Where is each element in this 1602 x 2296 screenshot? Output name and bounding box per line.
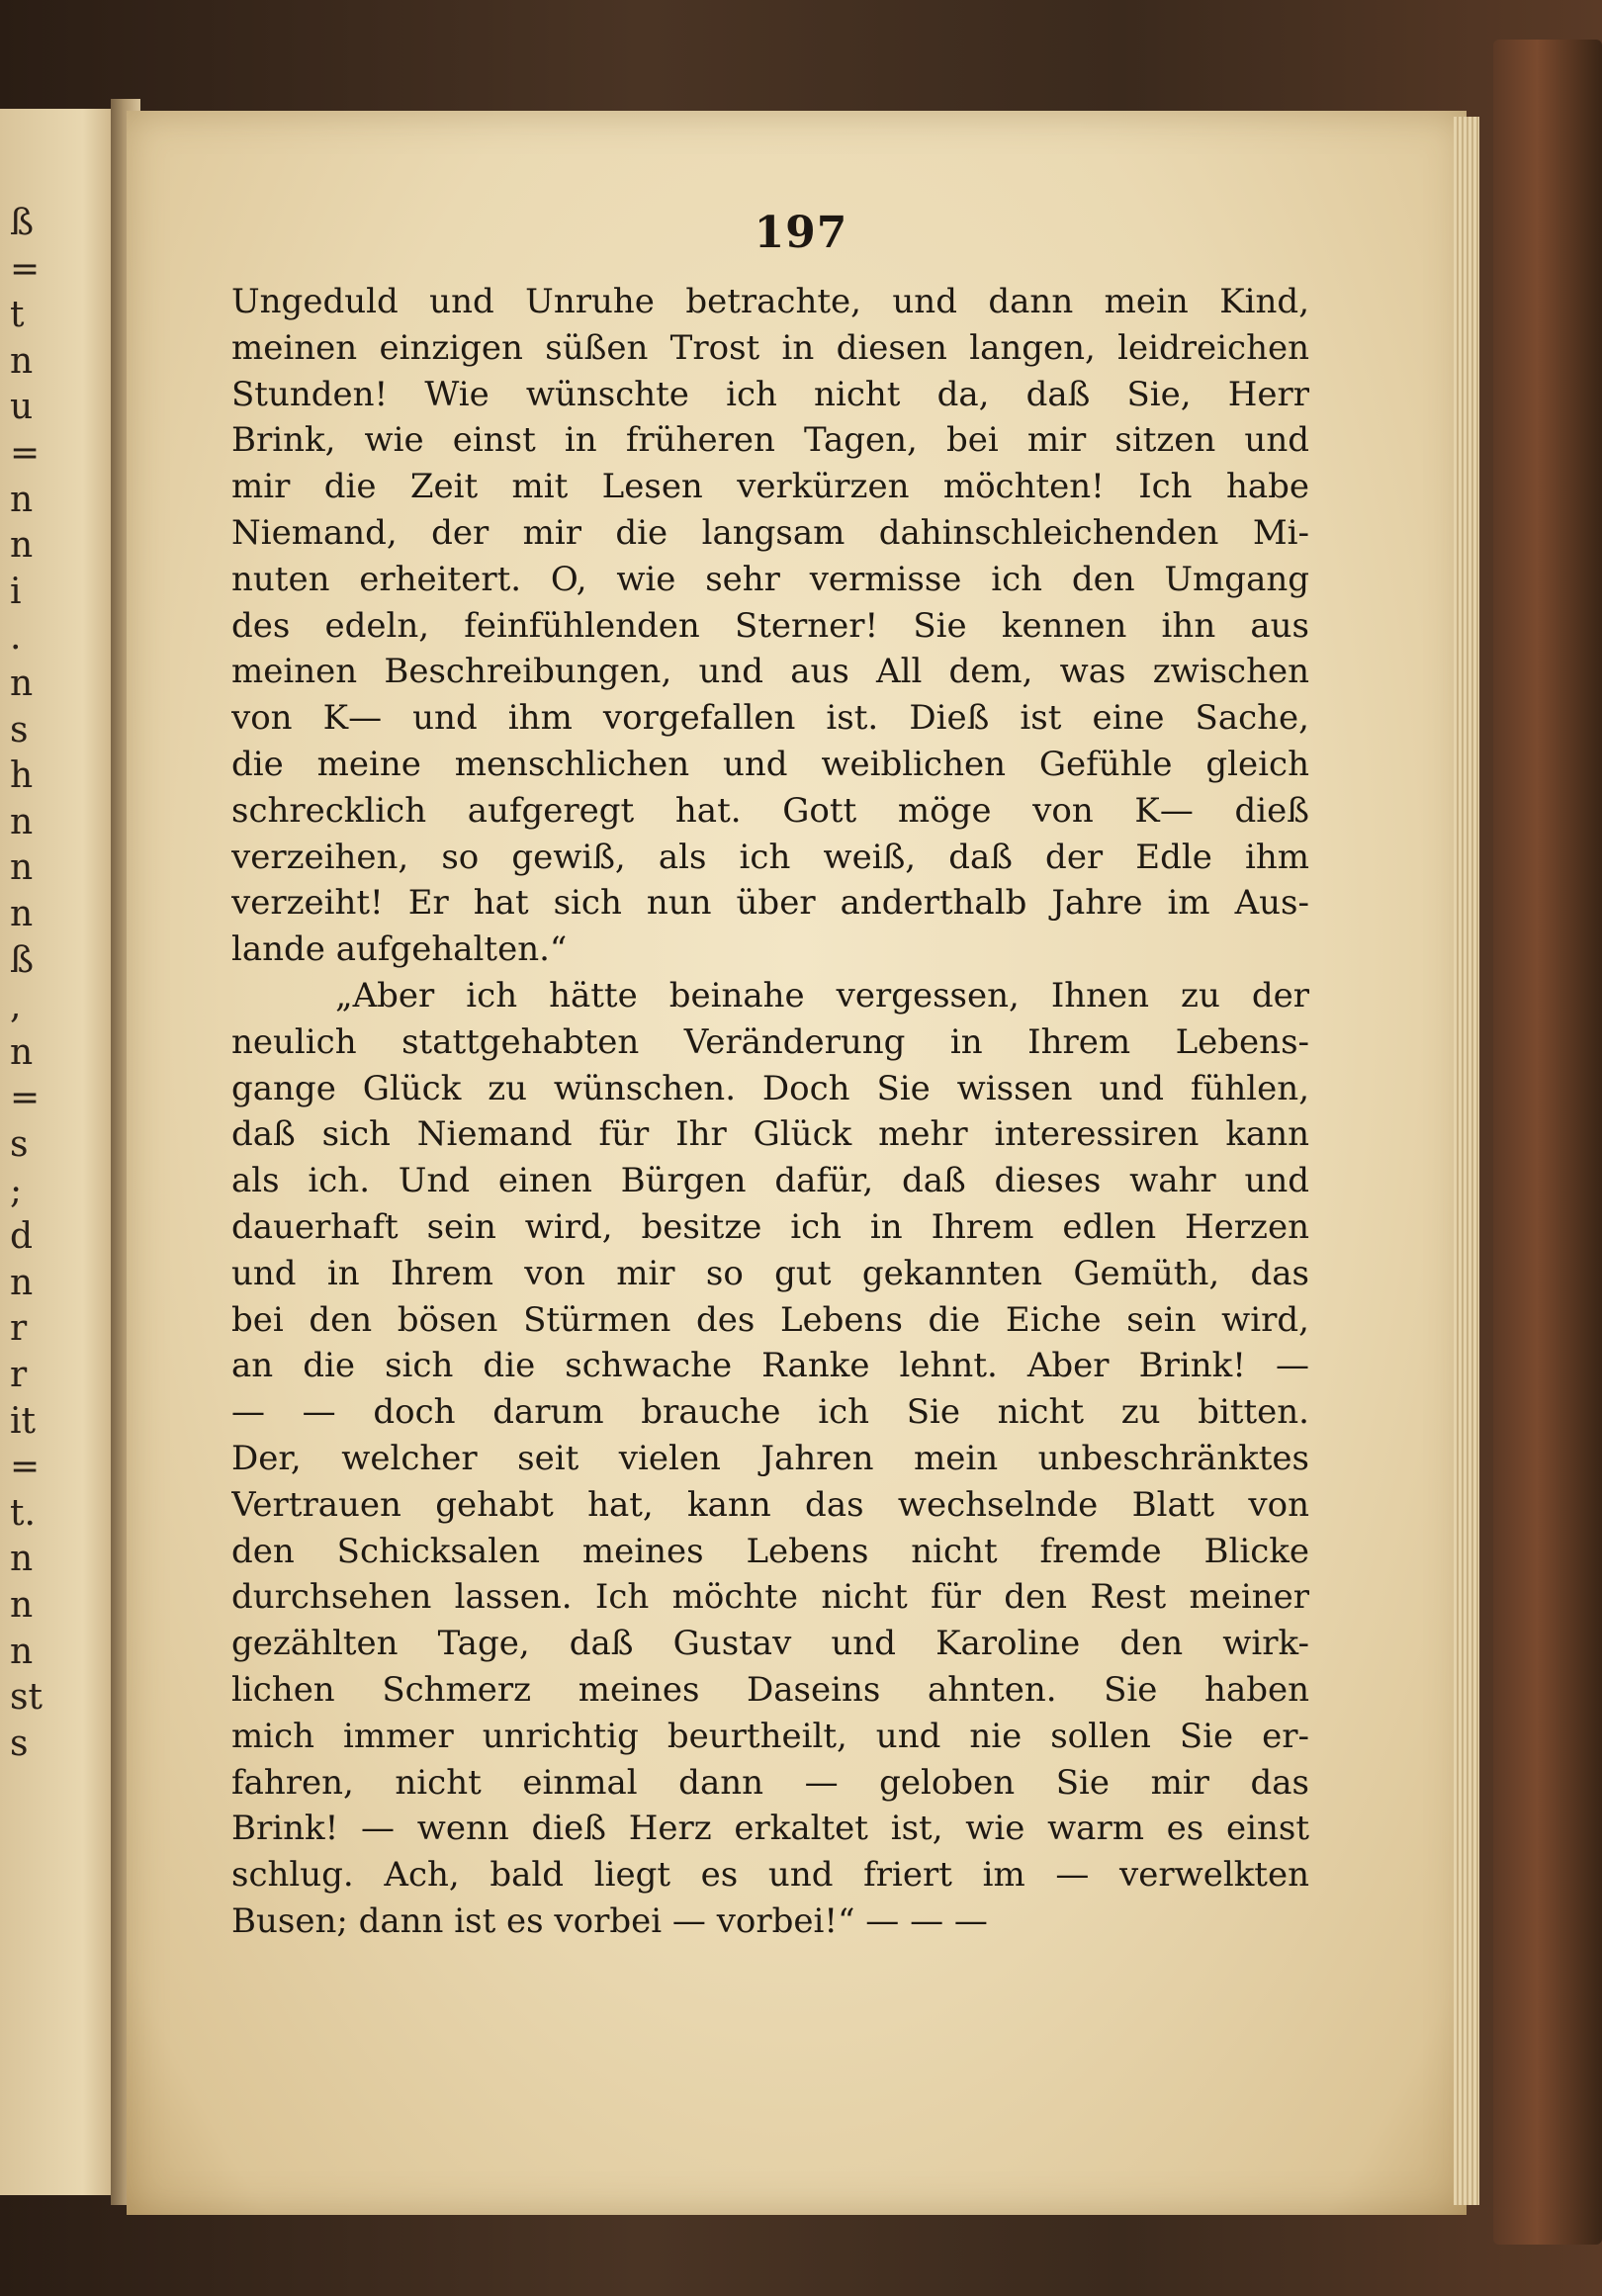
text-line: fahren, nicht einmal dann — geloben Sie mir das (231, 1762, 1309, 1803)
text-line: Vertrauen gehabt hat, kann das wechselnde Blatt von (231, 1484, 1309, 1525)
previous-page-fragment: = (10, 1078, 41, 1119)
text-line: des edeln, feinfühlenden Sterner! Sie kennen ihn aus (231, 605, 1309, 646)
text-line: Brink, wie einst in früheren Tagen, bei mir sitzen und (231, 420, 1309, 461)
previous-page-fragment: s (10, 1722, 29, 1764)
text-line: Stunden! Wie wünschte ich nicht da, daß Sie, Herr (231, 374, 1309, 414)
text-line: gezählten Tage, daß Gustav und Karoline den wirk- (231, 1624, 1309, 1664)
text-line: lande aufgehalten.“ (231, 929, 568, 970)
text-line: Busen; dann ist es vorbei — vorbei!“ — — — (231, 1900, 988, 1941)
previous-page-fragment: ß (10, 203, 35, 243)
previous-page-fragment: n (10, 479, 34, 520)
page-number: 197 (754, 208, 848, 258)
previous-page-fragment: n (10, 1262, 34, 1303)
previous-page-fragment: n (10, 1539, 34, 1580)
previous-page-fragment: n (10, 1631, 34, 1672)
text-line: gange Glück zu wünschen. Doch Sie wissen und fühlen, (231, 1068, 1309, 1108)
previous-page-fragment: s (10, 1124, 29, 1165)
previous-page-fragment: n (10, 1585, 34, 1626)
text-line: verzeihen, so gewiß, als ich weiß, daß der Edle ihm (231, 837, 1309, 877)
text-line: Niemand, der mir die langsam dahinschleichenden Mi- (231, 512, 1309, 553)
previous-page-fragment: n (10, 894, 34, 934)
text-line: schlug. Ach, bald liegt es und friert im — verwelkten (231, 1855, 1309, 1896)
text-line: schrecklich aufgeregt hat. Gott möge von K— dieß (231, 790, 1309, 831)
text-line: meinen einzigen süßen Trost in diesen langen, leidreichen (231, 327, 1309, 368)
previous-page-fragment: s (10, 709, 29, 751)
previous-page-fragment: u (10, 387, 34, 428)
text-line: neulich stattgehabten Veränderung in Ihrem Lebens- (231, 1021, 1309, 1062)
text-line: dauerhaft sein wird, besitze ich in Ihrem edlen Herzen (231, 1206, 1309, 1247)
text-line: und in Ihrem von mir so gut gekannten Gemüth, das (231, 1253, 1309, 1293)
text-line: von K— und ihm vorgefallen ist. Dieß ist eine Sache, (231, 698, 1309, 739)
previous-page-fragment: r (10, 1355, 28, 1395)
previous-page-fragment: n (10, 340, 34, 382)
text-line: Ungeduld und Unruhe betrachte, und dann mein Kind, (231, 282, 1309, 321)
text-line: Der, welcher seit vielen Jahren mein unbeschränktes (231, 1438, 1309, 1478)
text-line: an die sich die schwache Ranke lehnt. Aber Brink! — (231, 1346, 1309, 1386)
previous-page-fragment: = (10, 1447, 41, 1488)
text-line: als ich. Und einen Bürgen dafür, daß dieses wahr und (231, 1161, 1309, 1201)
previous-page-fragment: = (10, 248, 41, 290)
previous-page-fragment: n (10, 525, 34, 567)
text-line: „Aber ich hätte beinahe vergessen, Ihnen zu der (335, 975, 1309, 1016)
previous-page-fragment: n (10, 847, 34, 889)
text-line: mir die Zeit mit Lesen verkürzen möchten! Ich habe (231, 467, 1309, 507)
previous-page-fragment: = (10, 433, 41, 474)
previous-page-fragment: h (10, 755, 34, 797)
text-line: die meine menschlichen und weiblichen Gefühle gleich (231, 744, 1309, 784)
text-line: meinen Beschreibungen, und aus All dem, was zwischen (231, 652, 1309, 692)
previous-page-fragment: , (10, 986, 22, 1027)
previous-page-fragment: t. (10, 1492, 36, 1534)
previous-page-fragment: ß (10, 939, 35, 981)
previous-page-fragment: it (10, 1400, 36, 1442)
previous-page-fragment: ; (10, 1170, 23, 1211)
text-line: lichen Schmerz meines Daseins ahnten. Sie haben (231, 1669, 1309, 1710)
text-line: — — doch darum brauche ich Sie nicht zu bitten. (231, 1392, 1309, 1433)
previous-page-fragment: d (10, 1216, 34, 1258)
text-line: den Schicksalen meines Lebens nicht fremde Blicke (231, 1531, 1309, 1571)
previous-page-fragment: r (10, 1308, 28, 1350)
text-line: nuten erheitert. O, wie sehr vermisse ich den Umgang (231, 559, 1309, 599)
previous-page-fragment: . (10, 617, 22, 659)
text-line: mich immer unrichtig beurtheilt, und nie sollen Sie er- (231, 1716, 1309, 1756)
text-line: daß sich Niemand für Ihr Glück mehr interessiren kann (231, 1114, 1309, 1155)
text-line: Brink! — wenn dieß Herz erkaltet ist, wie warm es einst (231, 1809, 1309, 1849)
page-text (231, 279, 1309, 1945)
text-line: bei den bösen Stürmen des Lebens die Eiche sein wird, (231, 1299, 1309, 1340)
text-line: durchsehen lassen. Ich möchte nicht für den Rest meiner (231, 1577, 1309, 1618)
previous-page-fragment: t (10, 295, 25, 336)
previous-page-fragment: n (10, 663, 34, 704)
previous-page-strip (0, 109, 119, 2195)
cover-edge (1493, 40, 1602, 2245)
previous-page-fragment: st (10, 1677, 43, 1719)
previous-page-fragment: i (10, 571, 22, 612)
previous-page-fragment: n (10, 1031, 34, 1073)
page-edges (1454, 117, 1479, 2205)
text-line: verzeiht! Er hat sich nun über anderthalb Jahre im Aus- (231, 883, 1309, 924)
previous-page-fragment: n (10, 801, 34, 842)
